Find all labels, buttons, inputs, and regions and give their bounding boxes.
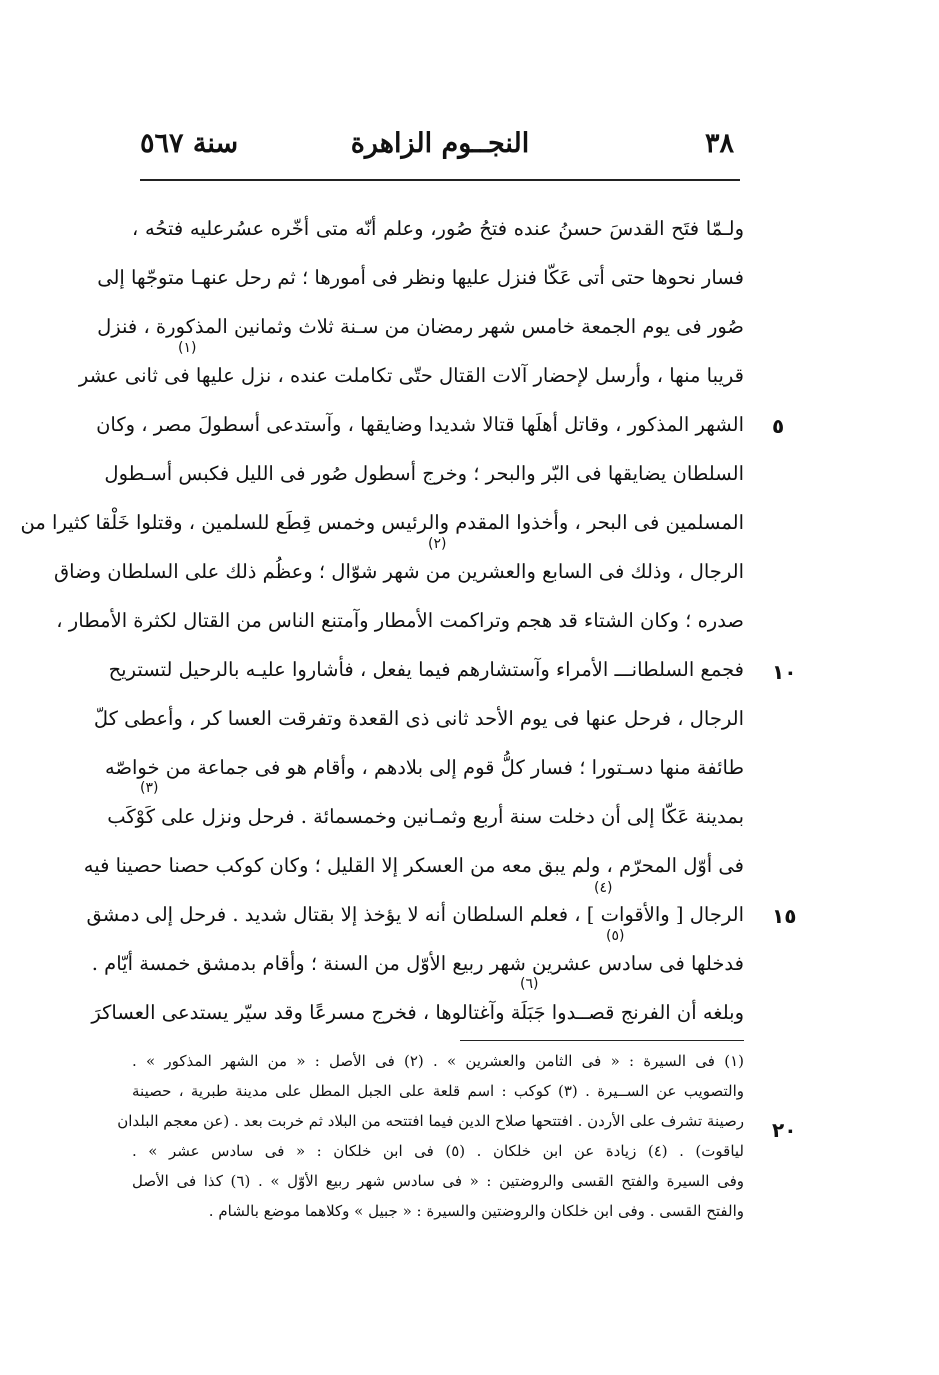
- body-line: السلطان يضايقها فى البّر والبحر ؛ وخرج أسطول صُور فى الليل فكبس أسـطول: [104, 462, 744, 485]
- footnote-line: لياقوت) . (٤) زيادة عن ابن خلكان . (٥) فى ابن خلكان : « فى سادس عشر » .: [132, 1142, 744, 1160]
- footnote-line: رصينة تشرف على الأردن . افتتحها صلاح الدين فيما افتتحه من البلاد ثم خربت بعد . (عن معجم البلدان: [117, 1112, 744, 1130]
- footnotes: [117, 1046, 744, 1226]
- body-line: الرجال [ والأقوات ] ، فعلم السلطان أنه لا يؤخذ إلا بقتال شديد . فرحل إلى دمشق: [86, 903, 744, 926]
- body-line: فدخلها فى سادس عشرين شهر ربيع الأوّل من السنة ؛ وأقام بدمشق خمسة أيّام .: [91, 952, 744, 975]
- page-header: [140, 128, 740, 176]
- body-line: ولـمّا فتَح القدسَ حسنُ عنده فتحُ صُور، وعلم أنّه متى أخّره عسُرعليه فتحُه ،: [132, 217, 744, 240]
- footnote-mark-3: (٣): [140, 780, 159, 796]
- footnote-rule: [460, 1040, 744, 1041]
- footnote-line: والفتح القسى . وفى ابن خلكان والروضتين والسيرة : « جبيل » وكلاهما موضع بالشام .: [208, 1202, 744, 1220]
- body-line: بمدينة عَكّا إلى أن دخلت سنة أربع وثمـانين وخمسمائة . فرحل ونزل على كَوْكَب: [107, 805, 744, 828]
- footnote-line: وفى السيرة والفتح القسى والروضتين : « فى سادس شهر ربيع الأوّل » . (٦) كذا فى الأصل: [132, 1172, 744, 1190]
- footnote-mark-1: (١): [178, 340, 197, 356]
- margin-line-number: ٢٠: [772, 1118, 797, 1142]
- body-line: الرجال ، فرحل عنها فى يوم الأحد ثانى ذى القعدة وتفرقت العسا كر ، وأعطى كلّ: [93, 707, 744, 730]
- body-line: فجمع السلطانـــ الأمراء وآستشارهم فيما يفعل ، فأشاروا عليـه بالرحيل لتستريح: [108, 658, 744, 681]
- body-line: صُور فى يوم الجمعة خامس شهر رمضان من سـنة ثلاث وثمانين المذكورة ، فنزل: [97, 315, 744, 338]
- body-line: المسلمين فى البحر ، وأخذوا المقدم والرئيس وخمس قِطَع للسلمين ، وقتلوا خَلْقا كثيرا من: [20, 511, 744, 534]
- footnote-mark-6: (٦): [520, 976, 539, 992]
- body-line: فى أوّل المحرّم ، ولم يبق معه من العسكر إلا القليل ؛ وكان كوكب حصنا حصينا فيه: [83, 854, 744, 877]
- body-line: الرجال ، وذلك فى السابع والعشرين من شهر شوّال ؛ وعظُم ذلك على السلطان وضاق: [53, 560, 744, 583]
- body-line: طائفة منها دسـتورا ؛ فسار كلُّ قوم إلى بلادهم ، وأقام هو فى جماعة من خواصّه: [105, 756, 744, 779]
- body-line: صدره ؛ وكان الشتاء قد هجم وتراكمت الأمطار وآمتنع الناس من القتال لكثرة الأمطار ،: [56, 609, 744, 632]
- body-line: فسار نحوها حتى أتى عَكّا فنزل عليها ونظر فى أمورها ؛ ثم رحل عنهـا متوجّها إلى: [97, 266, 744, 289]
- footnote-mark-2: (٢): [428, 536, 447, 552]
- header-rule: [140, 179, 740, 181]
- footnote-mark-4: (٤): [594, 880, 613, 896]
- body-line: وبلغه أن الفرنج قصــدوا جَبَلَة وآغتالوها ، فخرج مسرعًا وقد سيّر يستدعى العساكرَ: [91, 1001, 744, 1024]
- header-year: سنة ٥٦٧: [140, 128, 239, 159]
- body-text: [20, 204, 744, 1037]
- body-line: الشهر المذكور ، وقاتل أهلَها قتالا شديدا وضايقها ، وآستدعى أسطولَ مصر ، وكان: [96, 413, 744, 436]
- margin-line-number: ٥: [772, 414, 785, 438]
- margin-line-number: ١٠: [772, 660, 797, 684]
- header-running-title: النجــوم الزاهرة: [350, 128, 530, 159]
- header-page-number: ٣٨: [704, 128, 734, 159]
- margin-line-number: ١٥: [772, 904, 797, 928]
- body-line: قريبا منها ، وأرسل لإحضار آلات القتال حتّى تكاملت عنده ، نزل عليها فى ثانى عشر: [78, 364, 744, 387]
- footnote-line: والتصويب عن الســيرة . (٣) كوكب : اسم قلعة على الجبل المطل على مدينة طبرية ، حصينة: [132, 1082, 744, 1100]
- footnote-line: (١) فى السيرة : « فى الثامن والعشرين » . (٢) فى الأصل : « من الشهر المذكور » .: [132, 1052, 744, 1070]
- footnote-mark-5: (٥): [606, 928, 625, 944]
